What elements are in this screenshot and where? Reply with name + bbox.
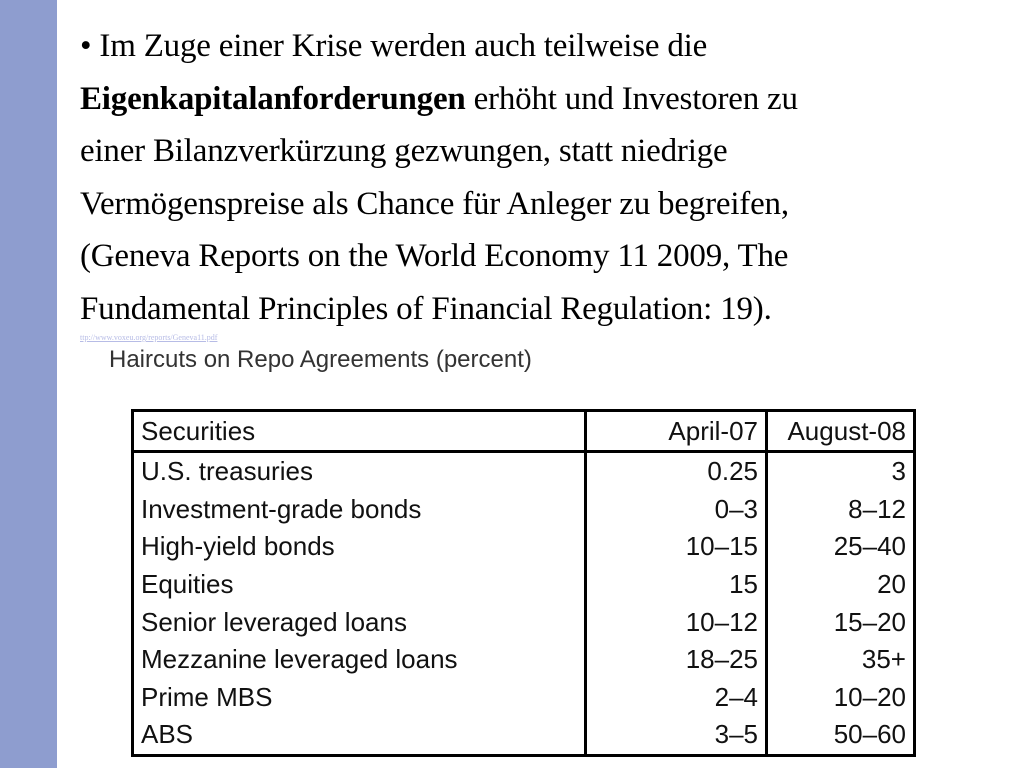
source-link[interactable]: ttp://www.voxeu.org/reports/Geneva11.pdf xyxy=(80,333,218,342)
slide-side-bar xyxy=(0,0,57,768)
table-header-row xyxy=(133,411,915,452)
cell-april-07: 2–4 xyxy=(586,679,767,717)
cell-april-07: 3–5 xyxy=(586,716,767,755)
bullet-paragraph xyxy=(80,20,980,335)
cell-april-07: 0–3 xyxy=(586,491,767,529)
cell-security: ABS xyxy=(133,716,586,755)
cell-security: High-yield bonds xyxy=(133,528,586,566)
bullet-line-4: Vermögenspreise als Chance für Anleger zu begreifen, xyxy=(80,185,789,222)
table-row xyxy=(133,566,915,604)
bold-term: Eigenkapitalanforderungen xyxy=(80,80,466,117)
cell-august-08: 8–12 xyxy=(848,493,906,524)
cell-august-08: 3 xyxy=(891,456,906,487)
header-august-08: August-08 xyxy=(767,411,915,452)
cell-april-07: 0.25 xyxy=(586,452,767,491)
cell-august-08: 50–60 xyxy=(833,719,906,750)
cell-security: Investment-grade bonds xyxy=(133,491,586,529)
bullet-line-1: • Im Zuge einer Krise werden auch teilweise die xyxy=(80,28,708,64)
header-securities: Securities xyxy=(133,411,586,452)
cell-april-07: 10–12 xyxy=(586,603,767,641)
table-row xyxy=(133,603,915,641)
bullet-line-5: (Geneva Reports on the World Economy 11 2009, The xyxy=(80,238,789,274)
cell-august-08: 35+ xyxy=(861,644,906,675)
cell-august-08: 15–20 xyxy=(833,606,906,637)
bullet-line-2 xyxy=(80,73,980,126)
cell-security: U.S. treasuries xyxy=(133,452,586,491)
cell-security: Senior leveraged loans xyxy=(133,603,586,641)
table-row xyxy=(133,491,915,529)
cell-security: Equities xyxy=(133,566,586,604)
header-april-07: April-07 xyxy=(586,411,767,452)
cell-august-08: 10–20 xyxy=(833,681,906,712)
cell-august-08: 25–40 xyxy=(833,531,906,562)
bullet-line-3: einer Bilanzverkürzung gezwungen, statt niedrige xyxy=(80,133,728,169)
figure-title: Haircuts on Repo Agreements (percent) xyxy=(109,346,532,373)
cell-august-08: 20 xyxy=(877,569,906,600)
cell-security: Prime MBS xyxy=(133,679,586,717)
table-row xyxy=(133,528,915,566)
table-row xyxy=(133,641,915,679)
haircuts-table xyxy=(131,409,916,757)
cell-april-07: 18–25 xyxy=(586,641,767,679)
bullet-line-6: Fundamental Principles of Financial Regulation: 19). xyxy=(80,290,772,327)
cell-april-07: 15 xyxy=(586,566,767,604)
bullet-line-2-rest: erhöht und Investoren zu xyxy=(465,80,798,117)
cell-security: Mezzanine leveraged loans xyxy=(133,641,586,679)
table-row xyxy=(133,452,915,491)
table-row xyxy=(133,679,915,717)
table-row xyxy=(133,716,915,755)
cell-april-07: 10–15 xyxy=(586,528,767,566)
